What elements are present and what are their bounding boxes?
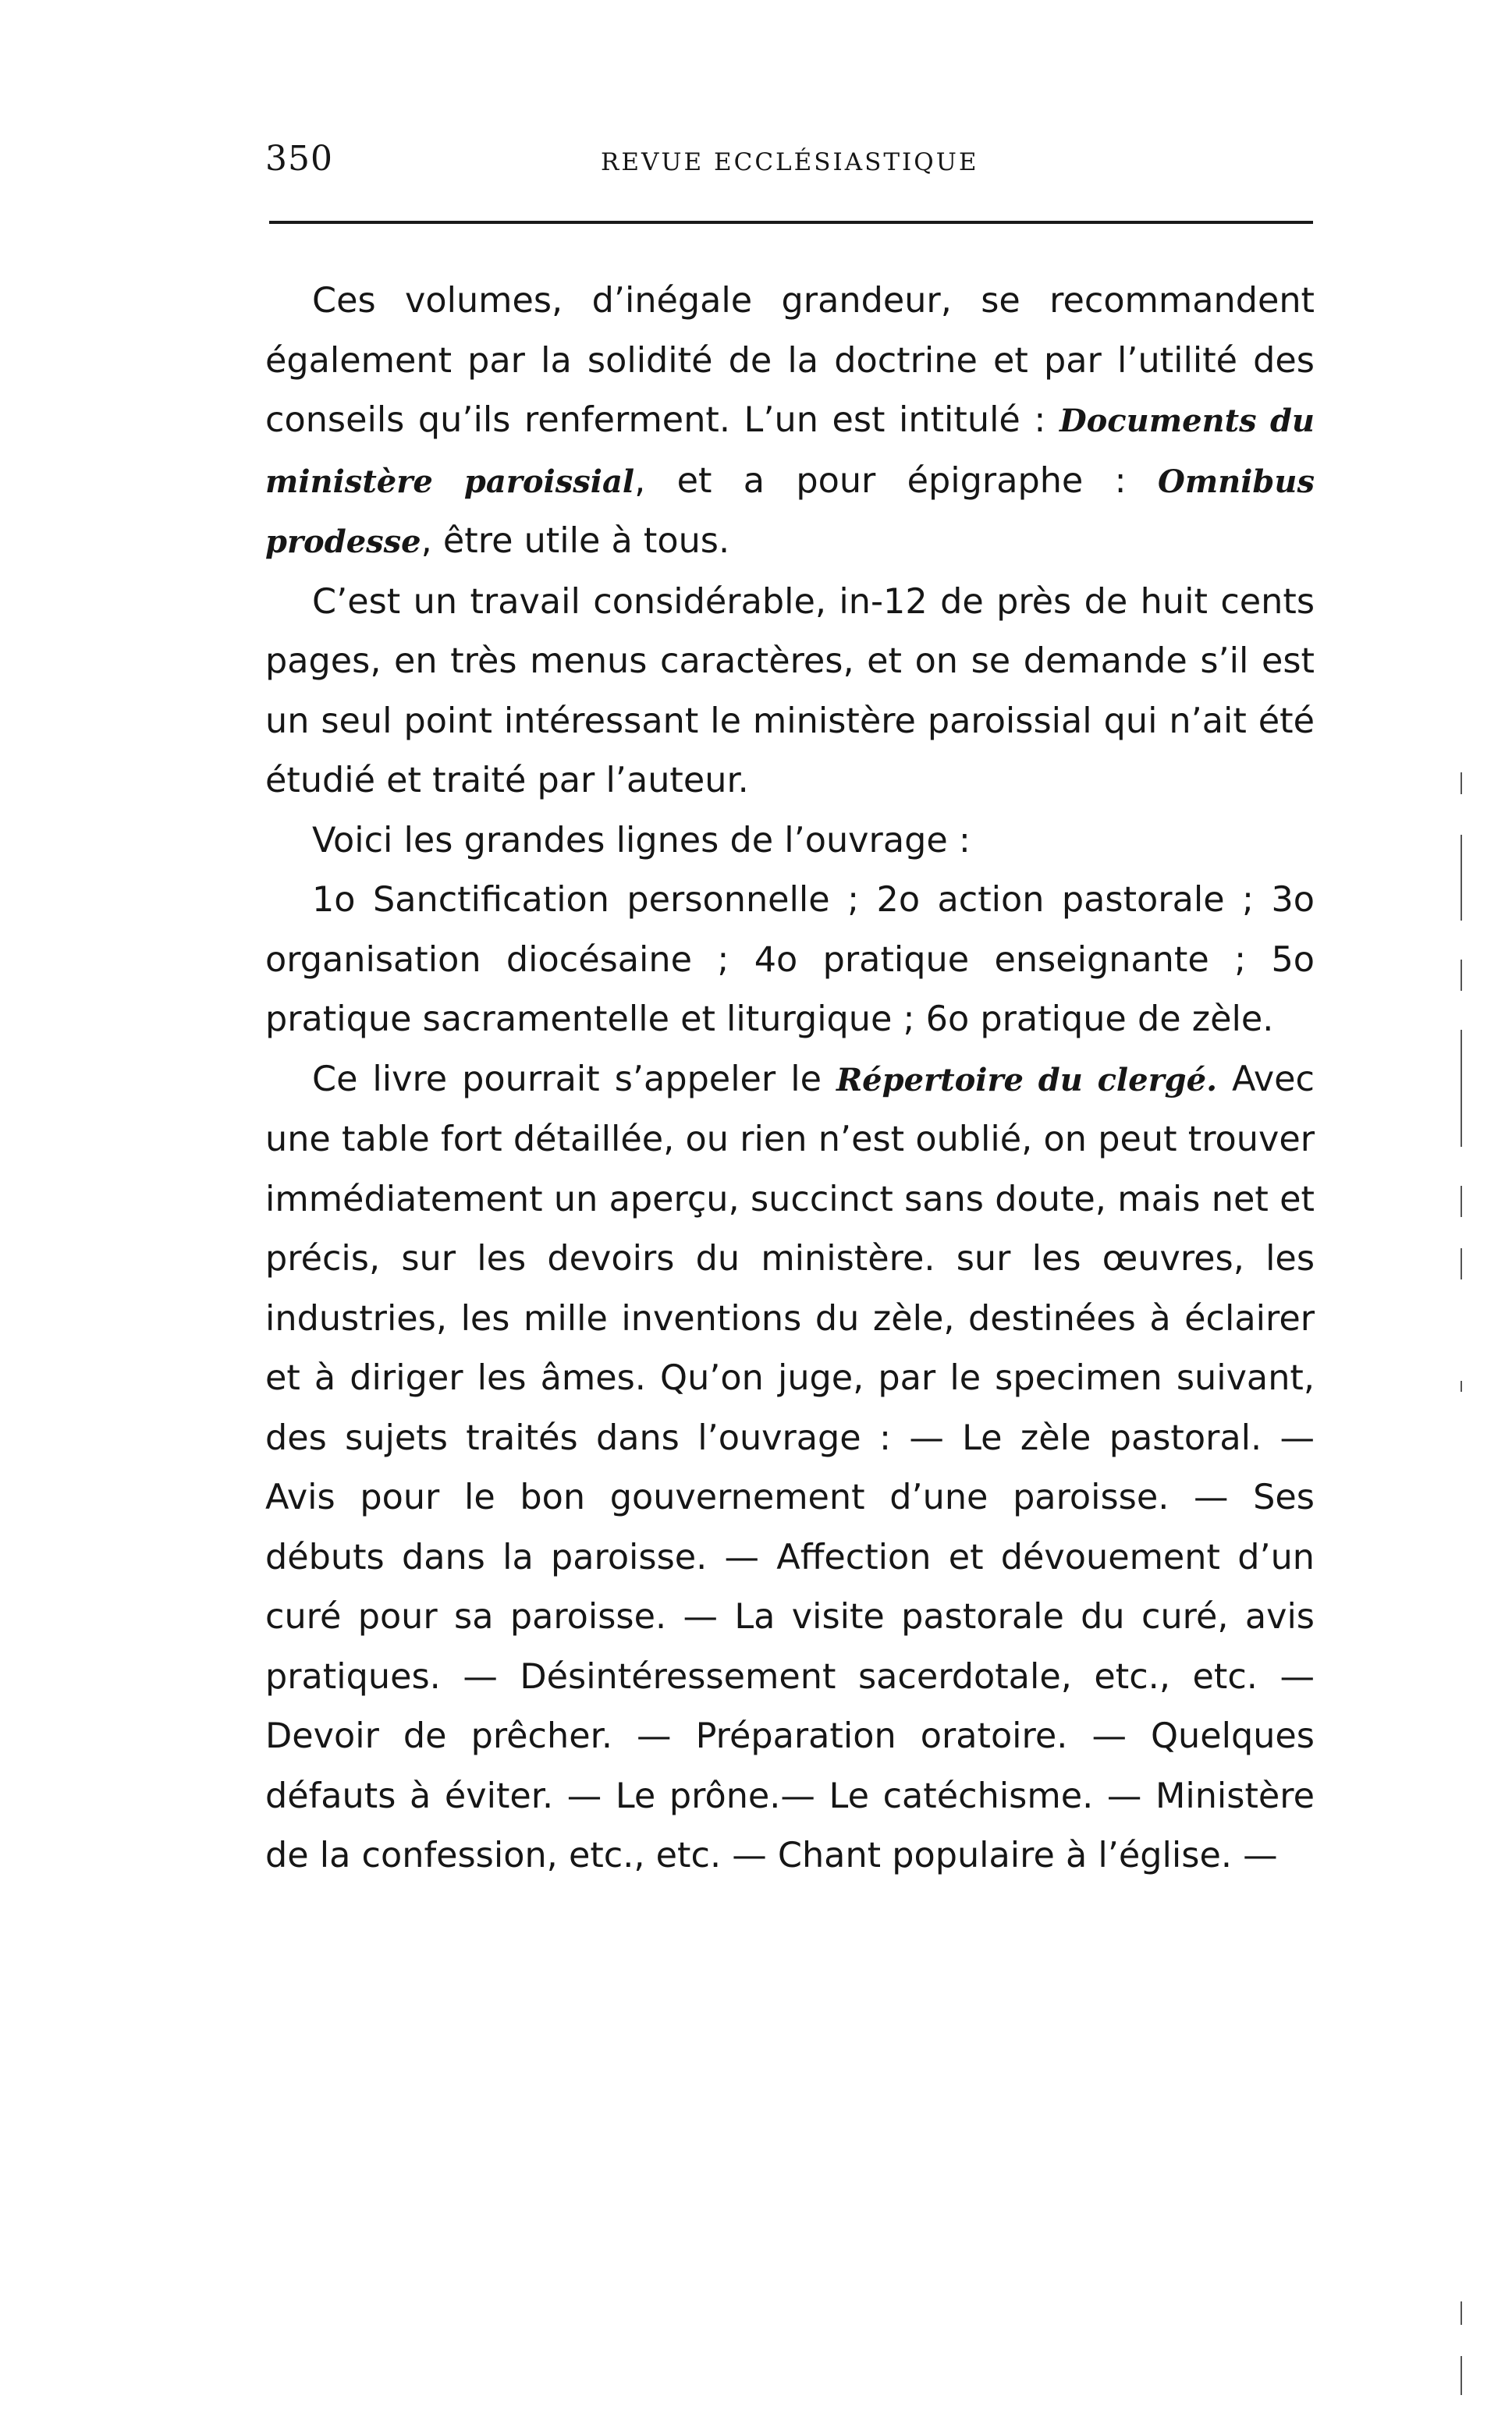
paragraph-5 [265, 1050, 1315, 1886]
paragraph-2: C’est un travail considérable, in-12 de près de huit cents pages, en très menus caractères, et on se demande s’il est un seul point intéressant le ministère paroissial qui n’ait été étudié et traité par l’auteur. [265, 581, 1315, 800]
edge-mark [1461, 1186, 1462, 1217]
body-text [265, 271, 1315, 1886]
paragraph-1 [265, 271, 1315, 573]
p1-epigraph: Omnibus prodesse [265, 463, 1315, 560]
edge-mark [1461, 1381, 1462, 1392]
page-edge-marks [1461, 772, 1465, 2395]
edge-mark [1461, 2356, 1462, 2395]
p1-text-b: , et a pour épigraphe : [634, 460, 1158, 501]
p1-title-documents: Documents du ministère paroissial [265, 403, 1315, 500]
edge-mark [1461, 2301, 1462, 2325]
page-header [265, 133, 1315, 187]
page-number: 350 [265, 139, 333, 179]
edge-mark [1461, 772, 1462, 794]
edge-mark [1461, 1030, 1462, 1147]
edge-mark [1461, 835, 1462, 921]
p5-text-a: Ce livre pourrait s’appeler le [312, 1059, 836, 1099]
paragraph-3: Voici les grandes lignes de l’ouvrage : [312, 820, 971, 861]
p1-text-c: , être utile à tous. [421, 521, 730, 561]
p1-text-a: Ces volumes, d’inégale grandeur, se recommandent également par la solidité de la doctrine et par l’utilité des conseils qu’ils renferment. L’un est intitulé : [265, 281, 1315, 440]
edge-mark [1461, 960, 1462, 991]
edge-mark [1461, 1248, 1462, 1279]
p5-title-repertoire: Répertoire du clergé. [836, 1061, 1217, 1098]
running-head: REVUE ECCLÉSIASTIQUE [601, 148, 979, 176]
paragraph-4: 1o Sanctification personnelle ; 2o action pastorale ; 3o organisation diocésaine ; 4o pratique enseignante ; 5o pratique sacramentelle et liturgique ; 6o pratique de zèle. [265, 880, 1315, 1039]
header-rule [269, 221, 1313, 224]
p5-text-b: Avec une table fort détaillée, ou rien n’est oublié, on peut trouver immédiatement un aperçu, succinct sans doute, mais net et précis, sur les devoirs du ministère. sur les œuvres, les industries, les mille inventions du zèle, destinées à éclairer et à diriger les âmes. Qu’on juge, par le specimen suivant, des sujets traités dans l’ouvrage : — Le zèle pastoral. — Avis pour le bon gouvernement d’une paroisse. — Ses débuts dans la paroisse. — Affection et dévouement d’un curé pour sa paroisse. — La visite pastorale du curé, avis pratiques. — Désintéressement sacerdotale, etc., etc. — Devoir de prêcher. — Préparation oratoire. — Quelques défauts à éviter. — Le prône.— Le catéchisme. — Ministère de la confession, etc., etc. — Chant populaire à l’église. — [265, 1059, 1315, 1875]
